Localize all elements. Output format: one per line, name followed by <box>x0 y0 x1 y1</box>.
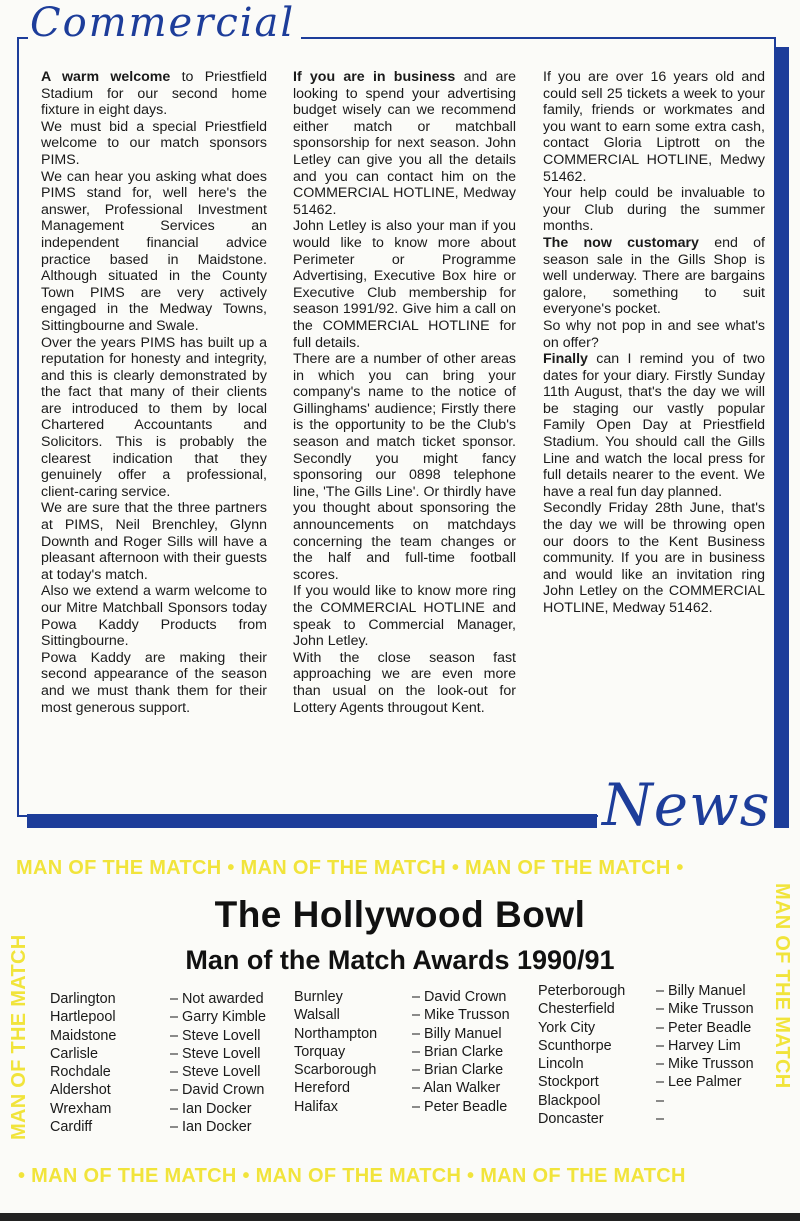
paragraph-text: We must bid a special Priestfield welcome to our match sponsors PIMS. <box>41 118 267 168</box>
player-name: – Mike Trusson <box>656 1056 754 1073</box>
award-row <box>294 1079 532 1097</box>
club-name: Blackpool <box>538 1092 601 1109</box>
awards-group-1 <box>50 990 290 1136</box>
club-name: Cardiff <box>50 1119 93 1136</box>
motm-ticker-bottom: • MAN OF THE MATCH • MAN OF THE MATCH • MAN OF THE MATCH <box>18 1165 686 1187</box>
award-row <box>538 1000 776 1018</box>
club-name: Carlisle <box>50 1045 98 1062</box>
club-name: Burnley <box>294 989 343 1005</box>
paragraph <box>293 650 516 716</box>
club-name: Torquay <box>294 1043 346 1060</box>
award-row <box>50 1118 290 1136</box>
player-name: – Ian Docker <box>170 1119 252 1136</box>
awards-group-3 <box>538 982 776 1128</box>
award-row <box>294 988 532 1006</box>
player-name: – Ian Docker <box>170 1100 252 1117</box>
club-name: Wrexham <box>50 1100 112 1117</box>
paragraph-text: With the close season fast approaching we are even more than usual on the look-out for Lottery Agents througout Kent. <box>293 649 516 716</box>
paragraph-lead: The now customary <box>543 234 699 251</box>
award-row <box>50 990 290 1008</box>
commercial-column-3 <box>543 69 765 617</box>
player-name: – Alan Walker <box>412 1080 501 1097</box>
club-name: Lincoln <box>538 1056 584 1073</box>
player-name: – Garry Kimble <box>170 1009 266 1026</box>
player-name: – <box>656 1111 665 1128</box>
player-name: – Mike Trusson <box>656 1001 754 1018</box>
paragraph-text: So why not pop in and see what's on offer? <box>543 317 765 351</box>
paragraph-text: John Letley is also your man if you would like to know more about Perimeter or Programme Advertising, Executive Box hire or Executive Club membership for season 1991/92. Give him a call on the COMMERCIAL HOTLINE for full details. <box>293 218 516 351</box>
award-row <box>50 1081 290 1099</box>
player-name: – David Crown <box>412 989 507 1005</box>
motm-ticker-right: MAN OF THE MATCH <box>771 883 793 1089</box>
paragraph <box>41 69 267 119</box>
player-name: – Steve Lovell <box>170 1045 261 1062</box>
award-row <box>294 1043 532 1061</box>
news-heading: News <box>598 773 774 837</box>
award-row <box>538 982 776 1000</box>
paragraph <box>543 235 765 318</box>
paragraph <box>543 69 765 185</box>
player-name: – Harvey Lim <box>656 1037 741 1054</box>
player-name: – Peter Beadle <box>656 1019 752 1036</box>
paragraph <box>41 500 267 583</box>
player-name: – David Crown <box>170 1082 265 1099</box>
player-name: – Peter Beadle <box>412 1098 508 1115</box>
award-row <box>538 1110 776 1128</box>
club-name: Walsall <box>294 1007 340 1024</box>
paragraph <box>293 218 516 351</box>
club-name: Darlington <box>50 991 116 1007</box>
paragraph-text: Your help could be invaluable to your Club during the summer months. <box>543 185 765 235</box>
paragraph-text: We can hear you asking what does PIMS stand for, well here's the answer, Professional Investment Management Services an independent financial advice practice based in Maidstone. Although situated in the County Town PIMS are very actively engaged in the Medway Towns, Sittingbourne and Swale. <box>41 168 267 334</box>
club-name: Scunthorpe <box>538 1037 612 1054</box>
award-row <box>294 1061 532 1079</box>
award-row <box>294 1098 532 1116</box>
club-name: Chesterfield <box>538 1001 615 1018</box>
commercial-column-1 <box>41 69 267 716</box>
commercial-column-2 <box>293 69 516 716</box>
paragraph <box>293 69 516 218</box>
commercial-heading: Commercial <box>28 0 301 46</box>
paragraph-text: Secondly Friday 28th June, that's the day we will be throwing open our doors to the Kent Business community. If you are in business and would like an invitation ring John Letley on the COMMERCIAL HOTLINE, Medway 51462. <box>543 500 765 616</box>
player-name: – Billy Manuel <box>412 1025 502 1042</box>
paragraph <box>543 500 765 616</box>
club-name: York City <box>538 1019 596 1036</box>
paragraph-text: Powa Kaddy are making their second appearance of the season and we must thank them for their most generous support. <box>41 649 267 716</box>
paragraph <box>293 583 516 649</box>
award-row <box>538 1019 776 1037</box>
paragraph-text: We are sure that the three partners at PIMS, Neil Brenchley, Glynn Downth and Roger Sills will have a pleasant afternoon with their guests at today's match. <box>41 500 267 583</box>
paragraph-lead: If you are in business <box>293 69 456 85</box>
player-name: – Steve Lovell <box>170 1064 261 1081</box>
paragraph-text: If you are over 16 years old and could sell 25 tickets a week to your family, friends or workmates and you want to earn some extra cash, contact Gloria Liptrott on the COMMERCIAL HOTLINE, Medwy 51462. <box>543 69 765 185</box>
paragraph <box>293 351 516 583</box>
paragraph-lead: A warm welcome <box>41 69 171 85</box>
club-name: Stockport <box>538 1074 599 1091</box>
awards-group-2 <box>294 988 532 1116</box>
club-name: Northampton <box>294 1025 378 1042</box>
award-row <box>294 1025 532 1043</box>
award-row <box>50 1008 290 1026</box>
player-name: – Not awarded <box>170 991 264 1007</box>
club-name: Doncaster <box>538 1111 604 1128</box>
motm-title: The Hollywood Bowl <box>214 894 586 935</box>
award-row <box>538 1073 776 1091</box>
player-name: – Steve Lovell <box>170 1027 261 1044</box>
player-name: – Brian Clarke <box>412 1062 504 1079</box>
club-name: Rochdale <box>50 1064 111 1081</box>
motm-ticker-left: MAN OF THE MATCH <box>8 934 30 1140</box>
paragraph-lead: Finally <box>543 351 588 368</box>
paragraph-text: If you would like to know more ring the COMMERCIAL HOTLINE and speak to Commercial Manager, John Letley. <box>293 583 516 650</box>
player-name: – <box>656 1092 665 1109</box>
paragraph-text: can I remind you of two dates for your diary. Firstly Sunday 11th August, that's the day we will be staging our vastly popular Family Open Day at Priestfield Stadium. You should call the Gills Line and watch the local press for full details nearer to the event. We have a real fun day planned. <box>543 351 765 500</box>
paragraph <box>41 335 267 501</box>
paragraph <box>543 351 765 500</box>
paragraph-text: Also we extend a warm welcome to our Mitre Matchball Sponsors today Powa Kaddy Products from Sittingbourne. <box>41 583 267 650</box>
club-name: Scarborough <box>294 1062 377 1079</box>
award-row <box>50 1027 290 1045</box>
club-name: Aldershot <box>50 1082 111 1099</box>
paragraph <box>41 119 267 169</box>
paragraph-text: Over the years PIMS has built up a reputation for honesty and integrity, and this is clearly demonstrated by the fact that many of their clients are introduced to them by local Chartered Accountants and Solicitors. This is probably the clearest indication that they genuinely offer a professional, client-caring service. <box>41 334 267 500</box>
club-name: Maidstone <box>50 1027 117 1044</box>
club-name: Peterborough <box>538 983 626 999</box>
paragraph-text: There are a number of other areas in which you can bring your company's name to the notice of Gillinghams' audience; Firstly there is the opportunity to be the Club's season and match ticket sponsor. Secondly you might fancy sponsoring our 0898 telephone line, 'The Gills Line'. Or thirdly have you thought about sponsoring the announcements on matchdays concerning the team changes or the half and full-time football scores. <box>293 351 516 583</box>
player-name: – Brian Clarke <box>412 1043 504 1060</box>
award-row <box>294 1006 532 1024</box>
player-name: – Billy Manuel <box>656 983 746 999</box>
award-row <box>538 1055 776 1073</box>
award-row <box>538 1037 776 1055</box>
paragraph <box>41 583 267 649</box>
player-name: – Lee Palmer <box>656 1074 742 1091</box>
paragraph <box>543 318 765 351</box>
motm-ticker-top: MAN OF THE MATCH • MAN OF THE MATCH • MAN OF THE MATCH • <box>16 857 684 879</box>
motm-subtitle: Man of the Match Awards 1990/91 <box>185 945 615 975</box>
paragraph-text: end of season sale in the Gills Shop is well underway. There are bargains galore, something to suit everyone's pocket. <box>543 234 765 318</box>
paragraph <box>41 169 267 335</box>
award-row <box>538 1092 776 1110</box>
club-name: Halifax <box>294 1098 338 1115</box>
page-bottom-edge <box>0 1213 800 1221</box>
paragraph-text: to Priestfield Stadium for our second home fixture in eight days. <box>41 69 267 119</box>
player-name: – Mike Trusson <box>412 1007 510 1024</box>
paragraph-text: and are looking to spend your advertising budget wisely can we recommend either match or matchball sponsorship for next season. John Letley can give you all the details and you can contact him on the COMMERCIAL HOTLINE, Medway 51462. <box>293 69 516 218</box>
box-shadow-right <box>775 47 789 797</box>
club-name: Hartlepool <box>50 1009 116 1026</box>
award-row <box>50 1063 290 1081</box>
paragraph <box>41 650 267 716</box>
paragraph <box>543 185 765 235</box>
award-row <box>50 1100 290 1118</box>
award-row <box>50 1045 290 1063</box>
club-name: Hereford <box>294 1080 350 1097</box>
